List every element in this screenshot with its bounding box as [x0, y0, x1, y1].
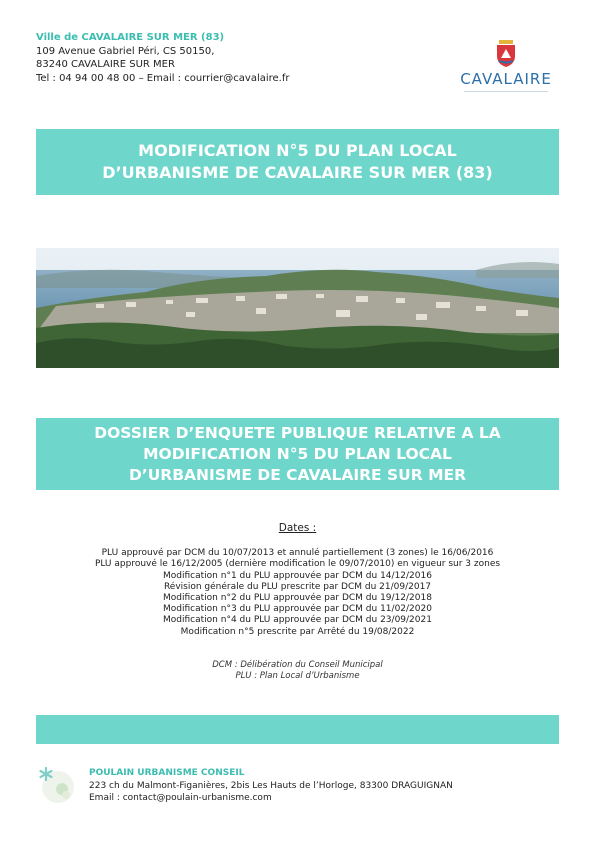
subtitle-line: D’URBANISME DE CAVALAIRE SUR MER — [128, 465, 467, 484]
municipality-name: Ville de CAVALAIRE SUR MER (83) — [36, 32, 225, 43]
logo-tagline-rule — [464, 91, 548, 92]
title-line: MODIFICATION N°5 DU PLAN LOCAL — [138, 141, 457, 160]
asterisk-logo-icon — [36, 765, 76, 805]
glossary-item: DCM : Délibération du Conseil Municipal — [212, 660, 383, 670]
cavalaire-logo — [456, 40, 556, 106]
address-line-2: 83240 CAVALAIRE SUR MER — [36, 59, 175, 70]
date-item: PLU approuvé par DCM du 10/07/2013 et annulé partiellement (3 zones) le 16/06/2016 — [101, 548, 494, 559]
date-item: Modification n°2 du PLU approuvée par DCM du 19/12/2018 — [163, 593, 432, 604]
subtitle-line: MODIFICATION N°5 DU PLAN LOCAL — [143, 444, 452, 463]
date-item: PLU approuvé le 16/12/2005 (dernière modification le 09/07/2010) en vigueur sur 3 zones — [94, 559, 501, 570]
contact-line: Tel : 04 94 00 48 00 – Email : courrier@cavalaire.fr — [36, 72, 290, 84]
date-item: Modification n°1 du PLU approuvée par DCM du 14/12/2016 — [163, 570, 432, 581]
date-item: Modification n°4 du PLU approuvée par DCM du 23/09/2021 — [163, 615, 432, 626]
date-item: Modification n°5 prescrite par Arrêté du 19/08/2022 — [180, 626, 415, 637]
panorama-photo — [36, 248, 559, 368]
consultant-footer — [89, 767, 549, 805]
address-line-1: 109 Avenue Gabriel Péri, CS 50150, — [36, 45, 215, 57]
title-line: D’URBANISME DE CAVALAIRE SUR MER (83) — [102, 163, 493, 182]
glossary-item: PLU : Plan Local d’Urbanisme — [235, 671, 360, 681]
date-item: Révision générale du PLU prescrite par DCM du 21/09/2017 — [163, 581, 432, 592]
consultant-email: Email : contact@poulain-urbanisme.com — [89, 793, 272, 803]
glossary — [36, 660, 559, 682]
footer-band — [36, 715, 559, 744]
dates-title: Dates : — [278, 522, 317, 534]
subtitle-band — [36, 418, 559, 490]
date-item: Modification n°3 du PLU approuvée par DCM du 11/02/2020 — [163, 604, 432, 615]
consultant-name: POULAIN URBANISME CONSEIL — [89, 768, 245, 778]
consultant-address: 223 ch du Malmont-Figanières, 2bis Les Hauts de l’Horloge, 83300 DRAGUIGNAN — [89, 780, 453, 791]
dates-section — [36, 523, 559, 638]
title-band — [36, 129, 559, 195]
city-crest-icon — [495, 40, 517, 68]
municipality-header — [36, 31, 436, 85]
logo-wordmark: CAVALAIRE — [460, 70, 552, 88]
subtitle-line: DOSSIER D’ENQUETE PUBLIQUE RELATIVE A LA — [94, 423, 501, 442]
